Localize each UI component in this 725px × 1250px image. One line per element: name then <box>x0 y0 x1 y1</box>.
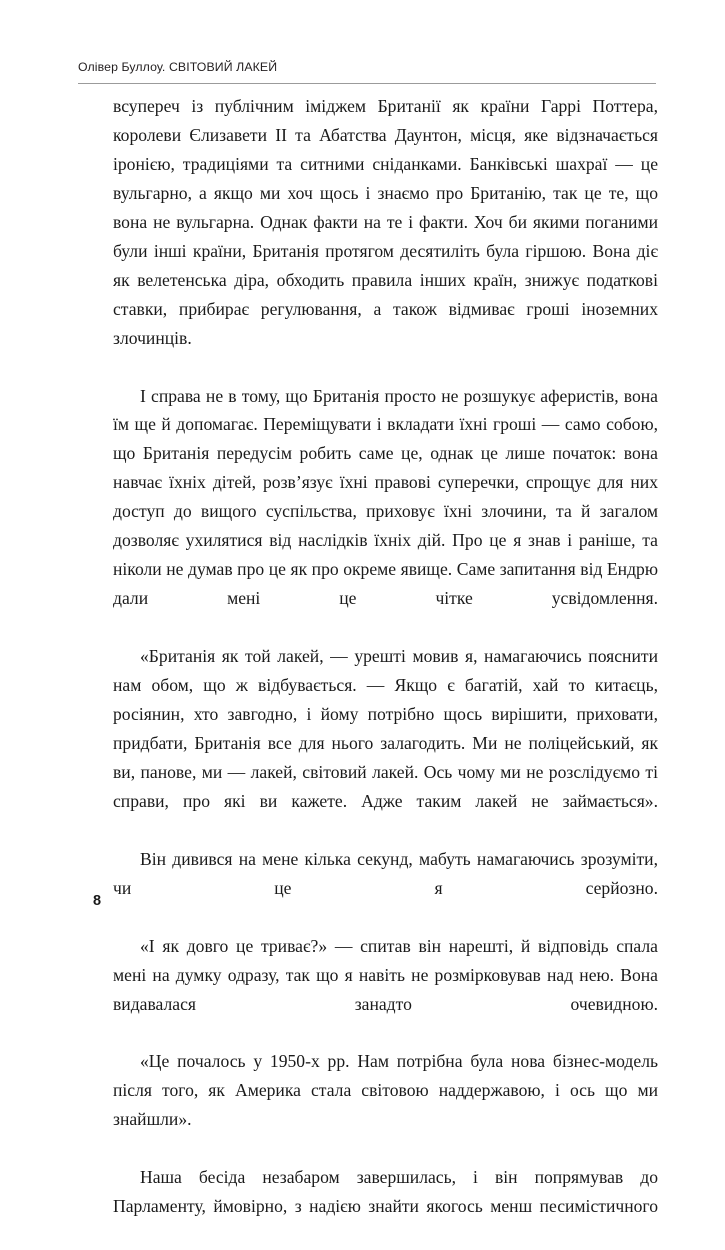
body-text-block <box>113 92 658 1250</box>
paragraph: «І як довго це триває?» — спитав він нарешті, й відповідь спала мені на думку одразу, так що я навіть не розмірковував над нею. Вона видавалася занадто очевидною. <box>113 935 658 1014</box>
paragraph: всупереч із публічним іміджем Британії як країни Гаррі Поттера, королеви Єлизавети II та Абатства Даунтон, місця, яке відзначається іронією, традиціями та ситними сніданками. Банківські шахраї — це вульгарно, а якщо ми хоч щось і знаємо про Британію, так це те, що вона не вульгарна. Однак факти на те і факти. Хоч би якими поганими були інші країни, Британія протягом десятиліть була гіршою. Вона діє як велетенська діра, обходить правила інших країн, знижує податкові ставки, прибирає регулювання, а також відмиває гроші іноземних злочинців. <box>113 96 658 348</box>
header-rule <box>78 83 656 84</box>
paragraph: Він дивився на мене кілька секунд, мабуть намагаючись зрозуміти, чи це я серйозно. <box>113 848 658 898</box>
page-number: 8 <box>92 893 102 909</box>
paragraph: І справа не в тому, що Британія просто не розшукує аферистів, вона їм ще й допомагає. Переміщувати і вкладати їхні гроші — само собою, що Британія передусім робить саме це, однак це лише початок: вона навчає їхніх дітей, розв’язує їхні правові суперечки, спрощує для них доступ до вищого суспільства, приховує їхні злочини, та й загалом дозволяє ухилятися від наслідків їхніх дій. Про це я знав і раніше, та ніколи не думав про це як про окреме явище. Саме запитання від Ендрю дали мені це чітке усвідомлення. <box>113 385 658 609</box>
paragraph: «Це почалось у 1950-х рр. Нам потрібна була нова бізнес-модель після того, як Америка стала світовою наддержавою, і ось що ми знайшли». <box>113 1051 658 1130</box>
paragraph: Наша бесіда незабаром завершилась, і він попрямував до Парламенту, ймовірно, з надією знайти якогось менш песимістичного <box>113 1167 658 1217</box>
running-head: Олівер Буллоу. СВІТОВИЙ ЛАКЕЙ <box>78 60 278 74</box>
paragraph: «Британія як той лакей, — урешті мовив я, намагаючись пояснити нам обом, що ж відбувається. — Якщо є багатій, хай то китаєць, росіянин, хто завгодно, і йому потрібно щось вирішити, приховати, придбати, Британія все для нього залагодить. Ми не поліцейський, як ви, панове, ми — лакей, світовий лакей. Ось чому ми не розслідуємо ті справи, про які ви кажете. Адже таким лакей не займається». <box>113 646 658 811</box>
